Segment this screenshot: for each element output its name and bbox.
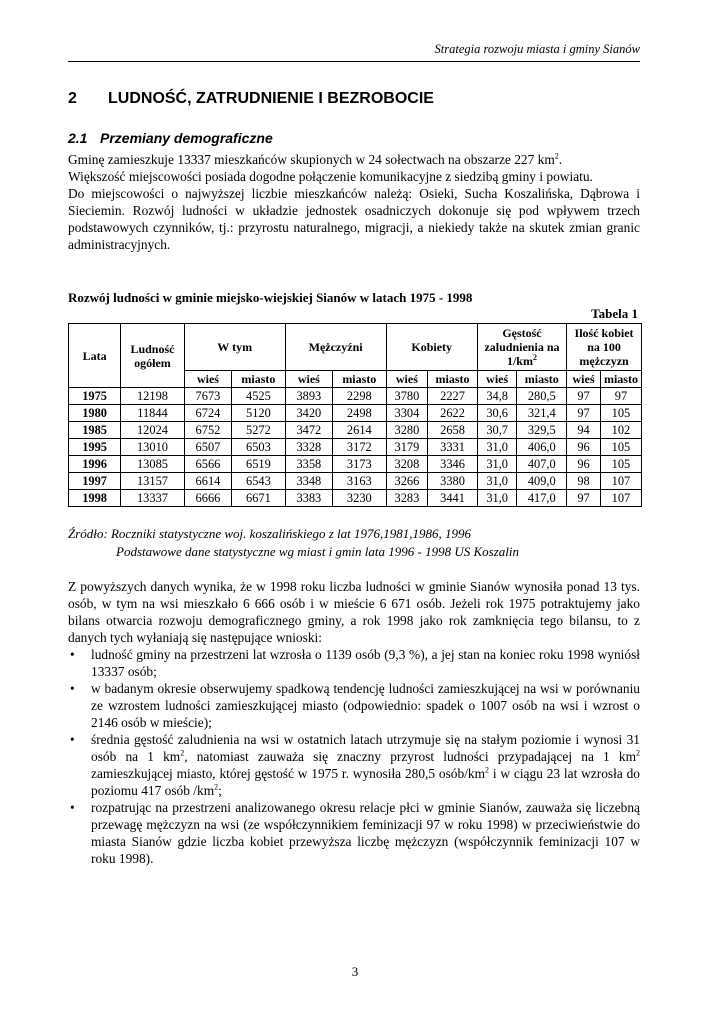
table-cell: 3283 — [386, 490, 428, 507]
header-of-which: W tym — [184, 324, 285, 371]
table-row — [69, 388, 642, 405]
table-cell: 3179 — [386, 439, 428, 456]
running-header: Strategia rozwoju miasta i gminy Sianów — [68, 42, 640, 62]
table-cell: 2614 — [333, 422, 387, 439]
bullet-icon: • — [70, 647, 75, 662]
subheader-town: miasto — [333, 371, 387, 388]
table-cell: 97 — [567, 405, 601, 422]
table-cell: 30,6 — [477, 405, 517, 422]
table-row — [69, 422, 642, 439]
list-item — [68, 799, 640, 867]
table-cell: 3472 — [285, 422, 332, 439]
intro-p1-text: Gminę zamieszkuje 13337 mieszkańców skupionych w 24 sołectwach na obszarze 227 km — [68, 152, 555, 167]
table-cell: 2622 — [428, 405, 478, 422]
table-cell: 3230 — [333, 490, 387, 507]
list-item — [68, 680, 640, 731]
table-cell: 417,0 — [517, 490, 567, 507]
table-cell: 2658 — [428, 422, 478, 439]
table-cell-year: 1975 — [69, 388, 121, 405]
header-men: Mężczyźni — [285, 324, 386, 371]
table-cell: 105 — [600, 456, 641, 473]
intro-p1-end: . — [558, 152, 563, 167]
header-ratio: Ilość kobiet na 100 mężczyzn — [567, 324, 642, 371]
subsection-heading — [68, 130, 273, 146]
table-cell: 12024 — [121, 422, 185, 439]
table-cell: 3172 — [333, 439, 387, 456]
table-cell: 6671 — [232, 490, 286, 507]
table-row — [69, 439, 642, 456]
table-cell: 3348 — [285, 473, 332, 490]
source-line-2: Podstawowe dane statystyczne wg miast i gmin lata 1996 - 1998 US Koszalin — [116, 544, 519, 559]
list-item-text: rozpatrując na przestrzeni analizowanego okresu relacje płci w gminie Sianów, zauważa się liczebną przewagę mężczyzn na wsi (ze współczynnikiem feminizacji 97 w roku 1998) w przeciwieństwie do miasta Sianów gdzie liczba kobiet przewyższa liczbę mężczyzn (współczynnik feminizacji 107 w roku 1998). — [91, 800, 640, 866]
table-cell: 6666 — [184, 490, 231, 507]
table-cell: 3346 — [428, 456, 478, 473]
table-cell: 5272 — [232, 422, 286, 439]
table-cell: 107 — [600, 490, 641, 507]
table-cell: 97 — [567, 388, 601, 405]
subheader-town: miasto — [517, 371, 567, 388]
header-density-text: Gęstość zaludnienia na 1/km — [484, 326, 560, 368]
header-density-sup: 2 — [532, 353, 537, 362]
table-cell: 4525 — [232, 388, 286, 405]
table-cell: 107 — [600, 473, 641, 490]
table-cell: 2298 — [333, 388, 387, 405]
table-cell: 31,0 — [477, 490, 517, 507]
km2-superscript: 2 — [485, 765, 490, 775]
source-line-1: Źródło: Roczniki statystyczne woj. koszalińskiego z lat 1976,1981,1986, 1996 — [68, 526, 471, 541]
table-cell: 31,0 — [477, 456, 517, 473]
table-cell: 105 — [600, 405, 641, 422]
km2-superscript: 2 — [214, 782, 219, 792]
list-item-text: ; — [218, 783, 222, 798]
table-cell: 6566 — [184, 456, 231, 473]
table-cell: 97 — [600, 388, 641, 405]
bullet-icon: • — [70, 681, 75, 696]
table-cell: 105 — [600, 439, 641, 456]
table-cell: 6519 — [232, 456, 286, 473]
table-cell: 7673 — [184, 388, 231, 405]
table-cell: 3383 — [285, 490, 332, 507]
conclusions-list — [68, 646, 640, 867]
km2-superscript: 2 — [636, 748, 640, 758]
table-cell: 329,5 — [517, 422, 567, 439]
intro-paragraph-2: Większość miejscowości posiada dogodne połączenie komunikacyjne z siedzibą gminy i powiatu. — [68, 169, 593, 184]
analysis-text — [68, 578, 640, 867]
table-row — [69, 490, 642, 507]
list-item-text: w badanym okresie obserwujemy spadkową tendencję ludności zamieszkującej na wsi w porównaniu ze wzrostem ludności zamieszkującej miasto (odpowiednio: spadek o 1007 osób na wsi i wzrost o 2146 osób w mieście); — [91, 681, 640, 730]
table-cell: 96 — [567, 439, 601, 456]
table-cell: 3780 — [386, 388, 428, 405]
bullet-icon: • — [70, 800, 75, 815]
table-label: Tabela 1 — [591, 306, 638, 321]
population-table — [68, 323, 642, 507]
table-header-row — [69, 324, 642, 371]
table-cell: 13010 — [121, 439, 185, 456]
table-cell: 3280 — [386, 422, 428, 439]
subheader-town: miasto — [600, 371, 641, 388]
table-cell: 280,5 — [517, 388, 567, 405]
section-number: 2 — [68, 90, 77, 107]
table-cell-year: 1980 — [69, 405, 121, 422]
table-cell: 13085 — [121, 456, 185, 473]
table-caption: Rozwój ludności w gminie miejsko-wiejskiej Sianów w latach 1975 - 1998 — [68, 290, 473, 305]
analysis-intro: Z powyższych danych wynika, że w 1998 roku liczba ludności w gminie Sianów wynosiła ponad 13 tys. osób, w tym na wsi mieszkało 6 666 osób i w mieście 6 671 osób. Jeżeli rok 1975 potraktujemy jako bilans otwarcia rozwoju demograficznego gminy, a rok 1998 jako rok zamknięcia tego bilansu, to z danych tych wyłaniają się następujące wnioski: — [68, 579, 640, 645]
table-cell: 3266 — [386, 473, 428, 490]
table-cell: 3331 — [428, 439, 478, 456]
table-cell: 3420 — [285, 405, 332, 422]
table-cell: 31,0 — [477, 439, 517, 456]
table-cell: 321,4 — [517, 405, 567, 422]
subheader-town: miasto — [232, 371, 286, 388]
header-year: Lata — [69, 324, 121, 388]
section-title: LUDNOŚĆ, ZATRUDNIENIE I BEZROBOCIE — [108, 90, 434, 107]
subheader-village: wieś — [477, 371, 517, 388]
table-cell: 96 — [567, 456, 601, 473]
subheader-village: wieś — [386, 371, 428, 388]
intro-paragraph-3: Do miejscowości o najwyższej liczbie mieszkańców należą: Osieki, Sucha Koszalińska, Dąbrowa i Sieciemin. Rozwój ludności w układzie jednostek osadniczych dokonuje się pod wpływem trzech podstawowych czynników, tj.: przyrostu naturalnego, migracji, a niekiedy także na skutek zmian granic administracyjnych. — [68, 186, 640, 252]
subheader-village: wieś — [184, 371, 231, 388]
table-row — [69, 405, 642, 422]
table-cell: 2498 — [333, 405, 387, 422]
table-cell: 6507 — [184, 439, 231, 456]
table-cell: 409,0 — [517, 473, 567, 490]
table-cell: 98 — [567, 473, 601, 490]
table-cell: 3380 — [428, 473, 478, 490]
table-cell: 11844 — [121, 405, 185, 422]
table-cell: 6503 — [232, 439, 286, 456]
header-women: Kobiety — [386, 324, 477, 371]
table-cell: 97 — [567, 490, 601, 507]
subsection-number: 2.1 — [68, 130, 88, 146]
table-cell: 12198 — [121, 388, 185, 405]
table-cell: 2227 — [428, 388, 478, 405]
intro-text — [68, 151, 640, 253]
subheader-village: wieś — [567, 371, 601, 388]
subsection-title: Przemiany demograficzne — [100, 130, 273, 146]
table-cell: 6752 — [184, 422, 231, 439]
table-cell: 34,8 — [477, 388, 517, 405]
header-total: Ludność ogółem — [121, 324, 185, 388]
table-cell: 3304 — [386, 405, 428, 422]
table-cell: 3893 — [285, 388, 332, 405]
table-cell-year: 1995 — [69, 439, 121, 456]
table-cell: 3208 — [386, 456, 428, 473]
table-row — [69, 473, 642, 490]
table-cell: 3173 — [333, 456, 387, 473]
table-cell: 13157 — [121, 473, 185, 490]
bullet-icon: • — [70, 732, 75, 747]
table-cell: 6614 — [184, 473, 231, 490]
table-source — [68, 525, 519, 561]
table-cell: 3358 — [285, 456, 332, 473]
list-item — [68, 731, 640, 799]
intro-paragraph-1 — [68, 151, 640, 168]
header-density — [477, 324, 566, 371]
table-cell: 6724 — [184, 405, 231, 422]
subheader-village: wieś — [285, 371, 332, 388]
list-item — [68, 646, 640, 680]
table-cell-year: 1997 — [69, 473, 121, 490]
table-cell: 94 — [567, 422, 601, 439]
table-cell: 3441 — [428, 490, 478, 507]
list-item-text: średnia gęstość zaludnienia na wsi w ostatnich latach utrzymuje się na stałym poziomie i wynosi 31 osób na 1 km — [91, 732, 640, 764]
table-cell: 3163 — [333, 473, 387, 490]
page-number: 3 — [351, 964, 359, 979]
table-cell: 31,0 — [477, 473, 517, 490]
table-cell: 407,0 — [517, 456, 567, 473]
table-cell: 5120 — [232, 405, 286, 422]
km2-superscript: 2 — [180, 748, 185, 758]
table-cell: 6543 — [232, 473, 286, 490]
list-item-text: , natomiast zauważa się znaczny przyrost ludności przypadającej na 1 km — [184, 749, 636, 764]
list-item-text: ludność gminy na przestrzeni lat wzrosła o 1139 osób (9,3 %), a jej stan na koniec roku 1998 wyniósł 13337 osób; — [91, 647, 640, 679]
section-heading — [68, 90, 434, 108]
table-cell-year: 1996 — [69, 456, 121, 473]
table-cell: 13337 — [121, 490, 185, 507]
subheader-town: miasto — [428, 371, 478, 388]
table-cell: 3328 — [285, 439, 332, 456]
table-cell-year: 1985 — [69, 422, 121, 439]
table-cell: 30,7 — [477, 422, 517, 439]
km2-superscript: 2 — [554, 151, 559, 161]
table-cell: 102 — [600, 422, 641, 439]
list-item-text: i w ciągu 23 lat wzrosła do poziomu 417 osób /km — [91, 766, 640, 798]
table-row — [69, 456, 642, 473]
table-cell: 406,0 — [517, 439, 567, 456]
table-cell-year: 1998 — [69, 490, 121, 507]
list-item-text: zamieszkującej miasto, której gęstość w 1975 r. wynosiła 280,5 osób/km — [91, 766, 486, 781]
